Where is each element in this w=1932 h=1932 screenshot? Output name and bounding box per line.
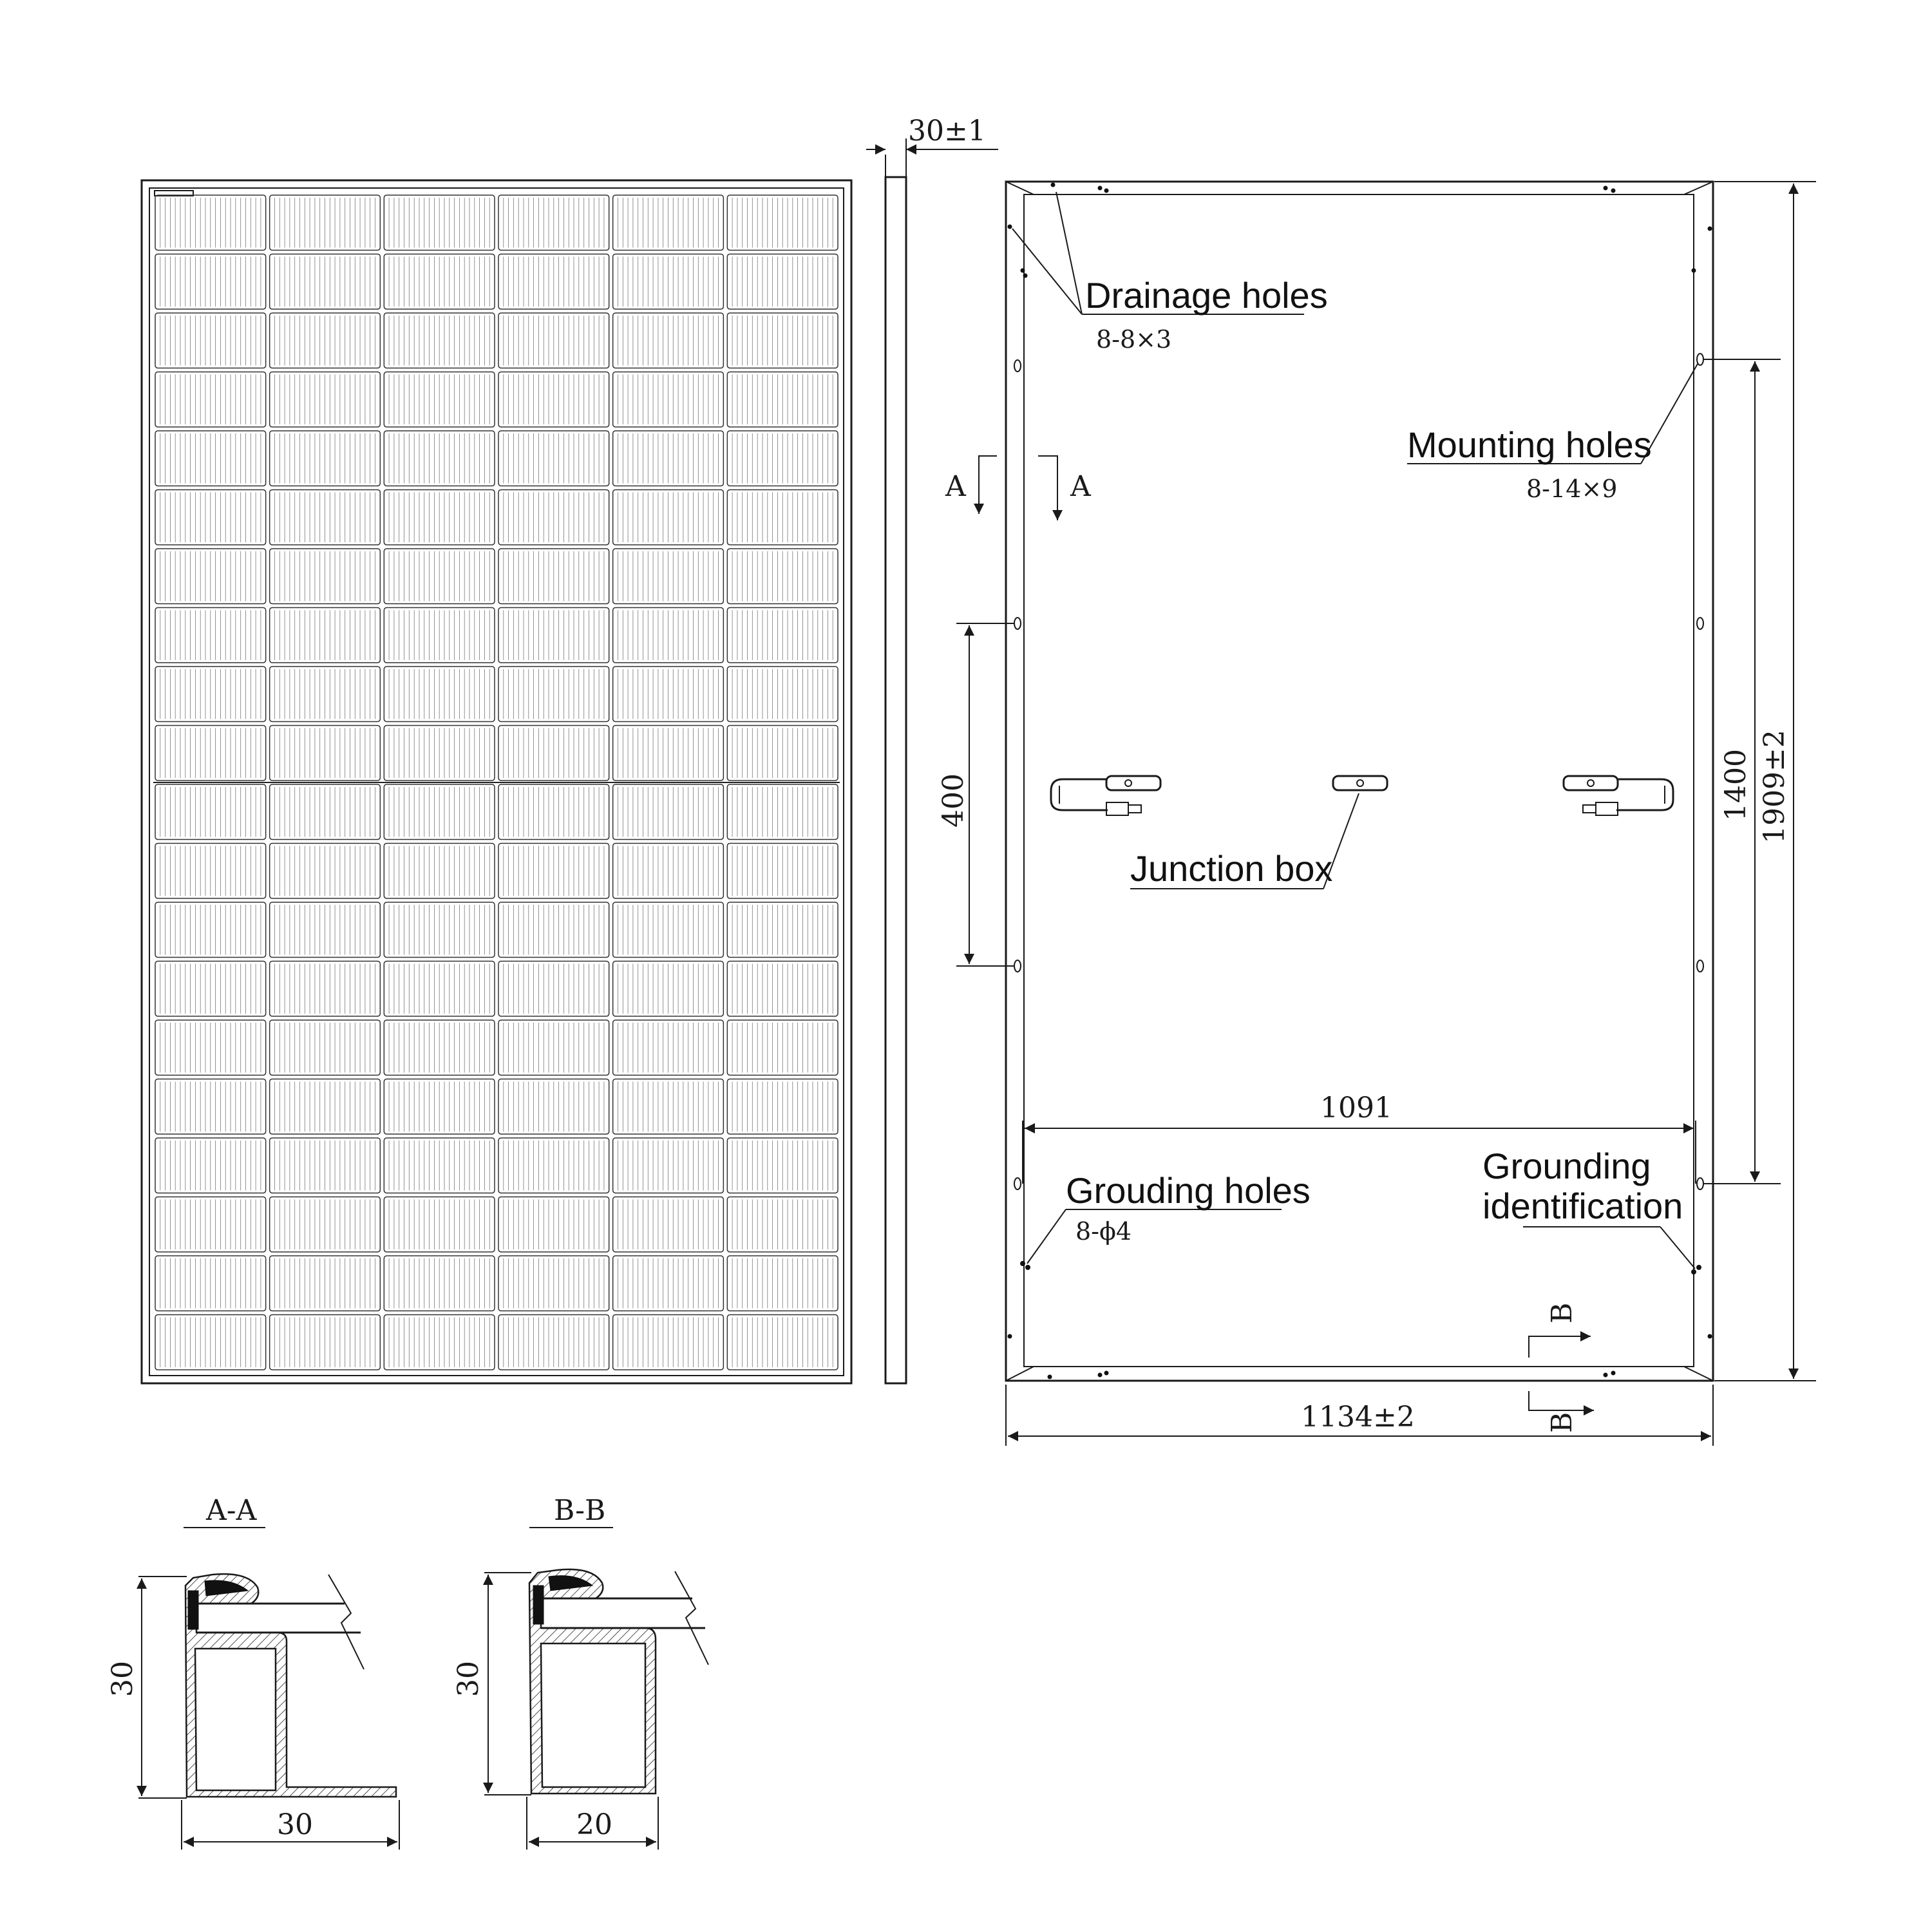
- cell-fingers: [160, 493, 261, 543]
- cell-fingers: [618, 905, 719, 955]
- overall-width-label: 1134±2: [1301, 1401, 1415, 1434]
- cell-fingers: [389, 1200, 489, 1250]
- junction-box-left: [1051, 776, 1160, 815]
- drainage-label: Drainage holes: [1085, 275, 1328, 316]
- cell-fingers: [160, 1318, 261, 1368]
- cell-fingers: [732, 1141, 833, 1191]
- cell-fingers: [618, 669, 719, 719]
- cell-fingers: [275, 493, 375, 543]
- cell-fingers: [389, 1082, 489, 1132]
- cell-fingers: [504, 611, 604, 661]
- cell-fingers: [732, 905, 833, 955]
- cell-fingers: [732, 1258, 833, 1309]
- cell-fingers: [160, 1200, 261, 1250]
- cell-fingers: [618, 846, 719, 896]
- cell-fingers: [732, 669, 833, 719]
- cell-fingers: [275, 728, 375, 779]
- cell-fingers: [160, 1141, 261, 1191]
- cell-fingers: [389, 198, 489, 248]
- cell-fingers: [618, 1318, 719, 1368]
- cell-fingers: [160, 846, 261, 896]
- cell-fingers: [275, 375, 375, 425]
- cell-fingers: [732, 316, 833, 366]
- cell-fingers: [504, 198, 604, 248]
- side-view: [866, 115, 998, 1383]
- cell-fingers: [504, 964, 604, 1014]
- cell-fingers: [160, 964, 261, 1014]
- cell-fingers: [504, 728, 604, 779]
- cell-fingers: [275, 1318, 375, 1368]
- mounting-label: Mounting holes: [1407, 424, 1652, 465]
- cell-fingers: [389, 728, 489, 779]
- cell-fingers: [504, 1200, 604, 1250]
- section-a-height: 30: [106, 1661, 139, 1697]
- section-a-left: A: [945, 470, 966, 503]
- cell-fingers: [504, 1082, 604, 1132]
- grounding-holes: [1021, 1262, 1701, 1274]
- cell-fingers: [389, 611, 489, 661]
- grounding-label: Grouding holes: [1066, 1170, 1311, 1211]
- cell-fingers: [389, 964, 489, 1014]
- cell-fingers: [504, 1141, 604, 1191]
- mounting-callout: [1407, 364, 1698, 503]
- cell-fingers: [504, 493, 604, 543]
- cell-fingers: [160, 551, 261, 601]
- cell-fingers: [160, 669, 261, 719]
- cell-fingers: [732, 257, 833, 307]
- cell-fingers: [389, 1258, 489, 1309]
- cell-fingers: [732, 728, 833, 779]
- cell-fingers: [732, 1082, 833, 1132]
- cell-fingers: [504, 316, 604, 366]
- cell-fingers: [275, 1082, 375, 1132]
- cell-fingers: [275, 198, 375, 248]
- section-a-width: 30: [277, 1808, 313, 1841]
- cell-fingers: [618, 433, 719, 484]
- section-a-right: A: [1070, 470, 1091, 503]
- cell-fingers: [160, 375, 261, 425]
- cell-fingers: [275, 964, 375, 1014]
- cell-fingers: [504, 257, 604, 307]
- cell-fingers: [275, 1023, 375, 1073]
- cell-fingers: [504, 433, 604, 484]
- cell-fingers: [275, 433, 375, 484]
- front-view: [142, 180, 851, 1383]
- cell-fingers: [618, 1082, 719, 1132]
- section-marker-a: [945, 456, 1092, 520]
- section-b-title: B-B: [554, 1494, 606, 1527]
- section-marker-b: [1529, 1303, 1594, 1433]
- cell-fingers: [275, 1258, 375, 1309]
- cell-fingers: [618, 1141, 719, 1191]
- junction-box-right: [1564, 776, 1673, 815]
- cell-fingers: [389, 905, 489, 955]
- cell-fingers: [389, 846, 489, 896]
- cell-fingers: [160, 257, 261, 307]
- cell-fingers: [160, 1023, 261, 1073]
- cell-fingers: [618, 611, 719, 661]
- section-b-width: 20: [576, 1808, 612, 1841]
- cell-fingers: [504, 551, 604, 601]
- section-a-a: [106, 1494, 399, 1850]
- cell-fingers: [618, 964, 719, 1014]
- grounding-callout: [1027, 1170, 1311, 1264]
- cell-fingers: [275, 669, 375, 719]
- hole-spacing-label: 400: [937, 773, 970, 828]
- section-a-title: A-A: [206, 1494, 257, 1527]
- cell-fingers: [389, 493, 489, 543]
- cell-fingers: [389, 375, 489, 425]
- cell-fingers: [275, 551, 375, 601]
- cell-fingers: [618, 728, 719, 779]
- cell-fingers: [389, 1141, 489, 1191]
- mounting-spec: 8-14×9: [1526, 475, 1618, 503]
- cell-fingers: [732, 964, 833, 1014]
- inner-width-label: 1091: [1320, 1092, 1392, 1124]
- frame-thickness-label: 30±1: [908, 115, 986, 147]
- grounding-id-line2: identification: [1482, 1186, 1683, 1226]
- cell-fingers: [160, 728, 261, 779]
- drainage-spec: 8-8×3: [1096, 325, 1172, 354]
- cell-fingers: [389, 316, 489, 366]
- section-b-height: 30: [452, 1661, 485, 1697]
- cell-fingers: [618, 493, 719, 543]
- cell-fingers: [732, 846, 833, 896]
- cell-fingers: [160, 611, 261, 661]
- cell-fingers: [504, 905, 604, 955]
- cell-fingers: [275, 846, 375, 896]
- cell-fingers: [389, 257, 489, 307]
- cell-fingers: [160, 316, 261, 366]
- cell-fingers: [275, 316, 375, 366]
- cell-fingers: [618, 257, 719, 307]
- cell-fingers: [275, 1141, 375, 1191]
- dim-overall-width: [1006, 1385, 1713, 1446]
- cell-fingers: [618, 1258, 719, 1309]
- cell-fingers: [275, 611, 375, 661]
- cell-fingers: [160, 433, 261, 484]
- overall-height-label: 1909±2: [1758, 730, 1791, 844]
- cell-fingers: [504, 1318, 604, 1368]
- cell-fingers: [504, 846, 604, 896]
- cell-fingers: [618, 375, 719, 425]
- cell-fingers: [732, 375, 833, 425]
- grounding-id-callout: [1482, 1146, 1695, 1269]
- section-b-bottom: B: [1546, 1412, 1578, 1433]
- cell-fingers: [504, 1023, 604, 1073]
- cell-fingers: [618, 198, 719, 248]
- cell-grid: [153, 195, 840, 1370]
- section-b-top: B: [1546, 1302, 1578, 1323]
- cell-fingers: [504, 1258, 604, 1309]
- cell-fingers: [275, 1200, 375, 1250]
- cell-fingers: [160, 1258, 261, 1309]
- grounding-id-line1: Grounding: [1482, 1146, 1651, 1186]
- cell-fingers: [389, 1318, 489, 1368]
- cell-fingers: [618, 551, 719, 601]
- cell-fingers: [160, 905, 261, 955]
- junction-label: Junction box: [1130, 848, 1333, 889]
- cell-fingers: [160, 1082, 261, 1132]
- cell-fingers: [732, 493, 833, 543]
- cell-fingers: [389, 669, 489, 719]
- cell-fingers: [389, 1023, 489, 1073]
- cell-fingers: [732, 1023, 833, 1073]
- cell-fingers: [275, 905, 375, 955]
- cell-fingers: [275, 787, 375, 837]
- section-b-b: [452, 1494, 708, 1850]
- cell-fingers: [618, 1023, 719, 1073]
- cell-fingers: [275, 257, 375, 307]
- cell-fingers: [732, 198, 833, 248]
- cell-fingers: [160, 787, 261, 837]
- cell-fingers: [732, 1318, 833, 1368]
- side-frame: [886, 177, 906, 1383]
- cell-fingers: [389, 787, 489, 837]
- junction-callout: [1130, 793, 1359, 889]
- cell-fingers: [732, 611, 833, 661]
- cell-fingers: [732, 787, 833, 837]
- cell-fingers: [504, 669, 604, 719]
- cell-fingers: [618, 316, 719, 366]
- cell-fingers: [732, 551, 833, 601]
- junction-box-center: [1333, 776, 1387, 790]
- cell-fingers: [504, 787, 604, 837]
- drainage-callout: [1012, 192, 1328, 354]
- cell-fingers: [504, 375, 604, 425]
- cell-fingers: [389, 551, 489, 601]
- cell-fingers: [389, 433, 489, 484]
- cell-fingers: [732, 1200, 833, 1250]
- cell-fingers: [618, 787, 719, 837]
- back-view: [937, 182, 1816, 1446]
- grounding-spec: 8-ϕ4: [1075, 1217, 1132, 1245]
- cell-fingers: [618, 1200, 719, 1250]
- cell-fingers: [160, 198, 261, 248]
- dim-hole-spacing: [937, 623, 1014, 966]
- mounting-span-label: 1400: [1719, 749, 1752, 821]
- cell-fingers: [732, 433, 833, 484]
